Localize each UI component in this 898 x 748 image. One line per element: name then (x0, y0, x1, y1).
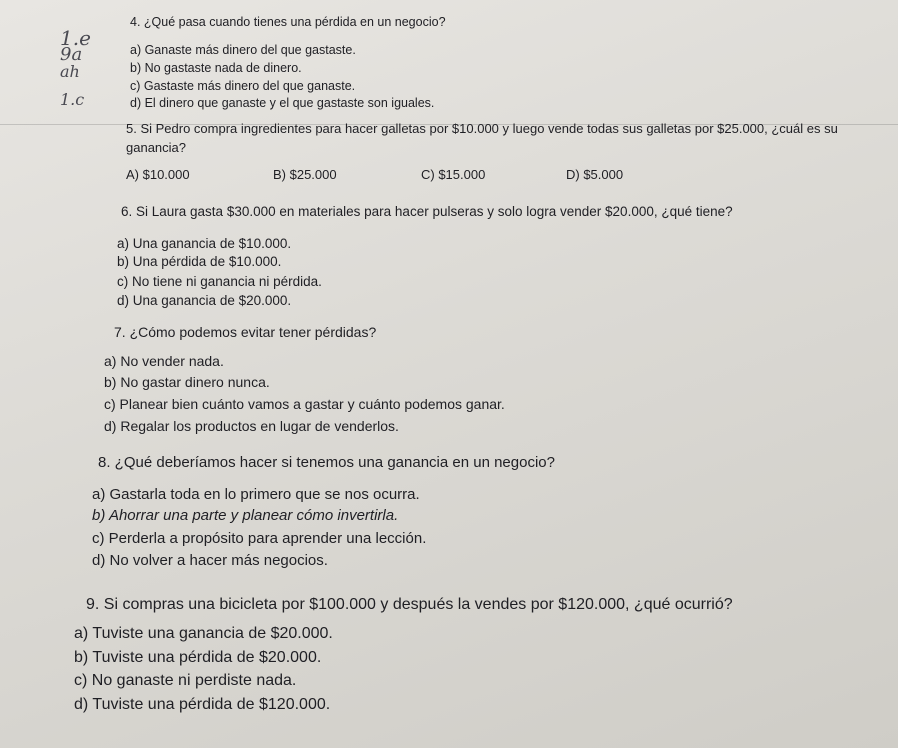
option-9c: c) No ganaste ni perdiste nada. (74, 672, 297, 689)
option-4d: d) El dinero que ganaste y el que gastaste son iguales. (130, 96, 435, 110)
option-6c: c) No tiene ni ganancia ni pérdida. (117, 274, 322, 289)
option-8a: a) Gastarla toda en lo primero que se nos ocurra. (92, 486, 420, 503)
question-8: 8. ¿Qué deberíamos hacer si tenemos una ganancia en un negocio? (98, 454, 555, 471)
question-5: 5. Si Pedro compra ingredientes para hacer galletas por $10.000 y luego vende todas sus galletas por $25.000, ¿cuál es su (126, 121, 838, 136)
option-8b: b) Ahorrar una parte y planear cómo invertirla. (92, 507, 399, 524)
option-6a: a) Una ganancia de $10.000. (117, 236, 292, 251)
margin-note: 9a (60, 44, 83, 65)
margin-note: ah (60, 62, 80, 81)
option-9d: d) Tuviste una pérdida de $120.000. (74, 696, 331, 713)
option-5a: A) $10.000 (126, 167, 190, 182)
margin-note: 1.e (60, 26, 91, 50)
bleed-through-text (600, 148, 605, 165)
option-7c: c) Planear bien cuánto vamos a gastar y cuánto podemos ganar. (104, 396, 505, 412)
option-4b: b) No gastaste nada de dinero. (130, 61, 302, 75)
question-4: 4. ¿Qué pasa cuando tienes una pérdida en un negocio? (130, 15, 446, 29)
option-7b: b) No gastar dinero nunca. (104, 374, 270, 390)
option-5d: D) $5.000 (566, 167, 624, 182)
option-5c: C) $15.000 (421, 167, 486, 182)
option-8d: d) No volver a hacer más negocios. (92, 552, 328, 569)
option-4a: a) Ganaste más dinero del que gastaste. (130, 43, 356, 57)
option-5b: B) $25.000 (273, 167, 337, 182)
option-7a: a) No vender nada. (104, 353, 224, 369)
option-9a: a) Tuviste una ganancia de $20.000. (74, 625, 333, 642)
question-6: 6. Si Laura gasta $30.000 en materiales para hacer pulseras y solo logra vender $20.000, ¿qué tiene? (121, 204, 733, 219)
option-9b: b) Tuviste una pérdida de $20.000. (74, 649, 322, 666)
option-6b: b) Una pérdida de $10.000. (117, 254, 282, 269)
question-7: 7. ¿Cómo podemos evitar tener pérdidas? (114, 324, 377, 340)
option-8c: c) Perderla a propósito para aprender una lección. (92, 530, 427, 547)
question-9: 9. Si compras una bicicleta por $100.000 y después la vendes por $120.000, ¿qué ocurrió? (86, 596, 733, 613)
option-6d: d) Una ganancia de $20.000. (117, 293, 292, 308)
question-5-continued: ganancia? (126, 140, 186, 155)
option-4c: c) Gastaste más dinero del que ganaste. (130, 79, 356, 93)
margin-note: 1.c (60, 90, 85, 109)
option-7d: d) Regalar los productos en lugar de venderlos. (104, 418, 399, 434)
